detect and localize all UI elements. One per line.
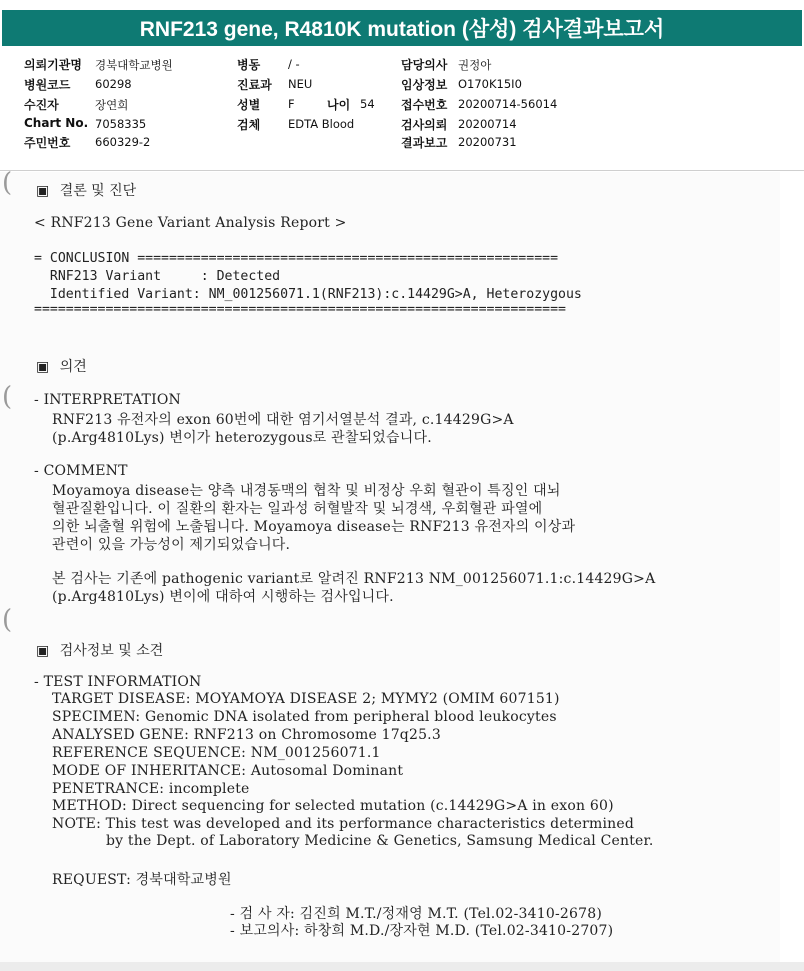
section-conclusion-title: ▣ 결론 및 진단 (36, 183, 137, 199)
sex-label: 성별 (237, 98, 261, 112)
section-test-info-title: ▣ 검사정보 및 소견 (36, 643, 164, 659)
interpretation-line: (p.Arg4810Lys) 변이가 heterozygous로 관찰되었습니다. (52, 430, 432, 446)
test-info-line: PENETRANCE: incomplete (52, 781, 250, 797)
age-label: 나이 (327, 98, 351, 112)
comment-line: 본 검사는 기존에 pathogenic variant로 알려진 RNF213 NM_001256071.1:c.14429G>A (52, 571, 656, 587)
test-info-line: REFERENCE SEQUENCE: NM_001256071.1 (52, 745, 381, 761)
test-info-line: by the Dept. of Laboratory Medicine & Genetics, Samsung Medical Center. (106, 833, 654, 849)
report-title: RNF213 gene, R4810K mutation (삼성) 검사결과보고서 (2, 10, 802, 46)
request-line: REQUEST: 경북대학교병원 (52, 872, 232, 888)
physician-value: 권정아 (458, 58, 492, 72)
conclusion-line: = CONCLUSION ===================================================== (34, 251, 559, 266)
test-info-line: ANALYSED GENE: RNF213 on Chromosome 17q25.3 (52, 727, 441, 743)
comment-line: 관련이 있을 가능성이 제기되었습니다. (52, 537, 291, 553)
comment-heading: - COMMENT (34, 463, 128, 479)
department-value: NEU (288, 77, 313, 91)
scan-edge-mark: ( (2, 605, 13, 635)
chart-no-label: Chart No. (24, 116, 89, 130)
resident-no-label: 주민번호 (24, 136, 71, 150)
institution-label: 의뢰기관명 (24, 58, 82, 72)
report-name: < RNF213 Gene Variant Analysis Report > (34, 215, 347, 231)
department-label: 진료과 (237, 78, 272, 92)
ward-label: 병동 (237, 58, 261, 72)
section-opinion-title: ▣ 의견 (36, 359, 87, 375)
scan-edge-mark: ( (2, 168, 13, 198)
report-date-label: 결과보고 (401, 136, 448, 150)
patient-header (0, 48, 804, 171)
clinical-info-label: 임상정보 (401, 78, 448, 92)
reporter-signature-line: - 보고의사: 하창희 M.D./장자현 M.D. (Tel.02-3410-2707) (230, 923, 614, 939)
patient-label: 수진자 (24, 98, 59, 112)
sex-value: F (288, 97, 295, 111)
patient-value: 장연희 (95, 98, 129, 112)
identified-variant-line: Identified Variant: NM_001256071.1(RNF213):c.14429G>A, Heterozygous (34, 287, 582, 302)
request-date-label: 검사의뢰 (401, 118, 448, 132)
request-date-value: 20200714 (458, 117, 517, 131)
test-info-line: METHOD: Direct sequencing for selected mutation (c.14429G>A in exon 60) (52, 798, 614, 814)
age-value: 54 (360, 97, 375, 111)
specimen-label: 검체 (237, 118, 261, 132)
physician-label: 담당의사 (401, 58, 448, 72)
test-info-heading: - TEST INFORMATION (34, 674, 202, 690)
test-info-line: NOTE: This test was developed and its performance characteristics determined (52, 816, 635, 832)
test-info-line: TARGET DISEASE: MOYAMOYA DISEASE 2; MYMY2 (OMIM 607151) (52, 691, 560, 707)
hospital-code-label: 병원코드 (24, 78, 71, 92)
interpretation-line: RNF213 유전자의 exon 60번에 대한 염기서열분석 결과, c.14429G>A (52, 412, 514, 428)
resident-no-value: 660329-2 (95, 135, 151, 149)
section-box-icon: ▣ (36, 359, 50, 375)
accession-label: 접수번호 (401, 98, 448, 112)
section-box-icon: ▣ (36, 643, 50, 659)
interpretation-heading: - INTERPRETATION (34, 392, 181, 408)
test-info-line: MODE OF INHERITANCE: Autosomal Dominant (52, 763, 404, 779)
accession-value: 20200714-56014 (458, 97, 558, 111)
comment-line: 의한 뇌출혈 위험에 노출됩니다. Moyamoya disease는 RNF213 유전자의 이상과 (52, 519, 576, 535)
comment-line: (p.Arg4810Lys) 변이에 대하여 시행하는 검사입니다. (52, 589, 394, 605)
conclusion-rule: =================================================================== (34, 302, 566, 317)
page-gutter (780, 172, 804, 962)
comment-line: 혈관질환입니다. 이 질환의 환자는 일과성 허혈발작 및 뇌경색, 우회혈관 파열에 (52, 501, 543, 517)
specimen-value: EDTA Blood (288, 117, 355, 131)
page-footer (0, 962, 804, 971)
hospital-code-value: 60298 (95, 77, 132, 91)
comment-line: Moyamoya disease는 양측 내경동맥의 협착 및 비정상 우회 혈관이 특징인 대뇌 (52, 483, 561, 499)
variant-line: RNF213 Variant : Detected (34, 269, 281, 284)
test-info-line: SPECIMEN: Genomic DNA isolated from peripheral blood leukocytes (52, 709, 557, 725)
scan-edge-mark: ( (2, 382, 13, 412)
examiner-signature-line: - 검 사 자: 김진희 M.T./정재영 M.T. (Tel.02-3410-2678) (230, 906, 602, 922)
institution-value: 경북대학교병원 (95, 58, 173, 72)
chart-no-value: 7058335 (95, 117, 147, 131)
report-date-value: 20200731 (458, 135, 517, 149)
ward-value: / - (288, 57, 300, 71)
section-box-icon: ▣ (36, 183, 50, 199)
clinical-info-value: O170K15I0 (458, 77, 522, 91)
